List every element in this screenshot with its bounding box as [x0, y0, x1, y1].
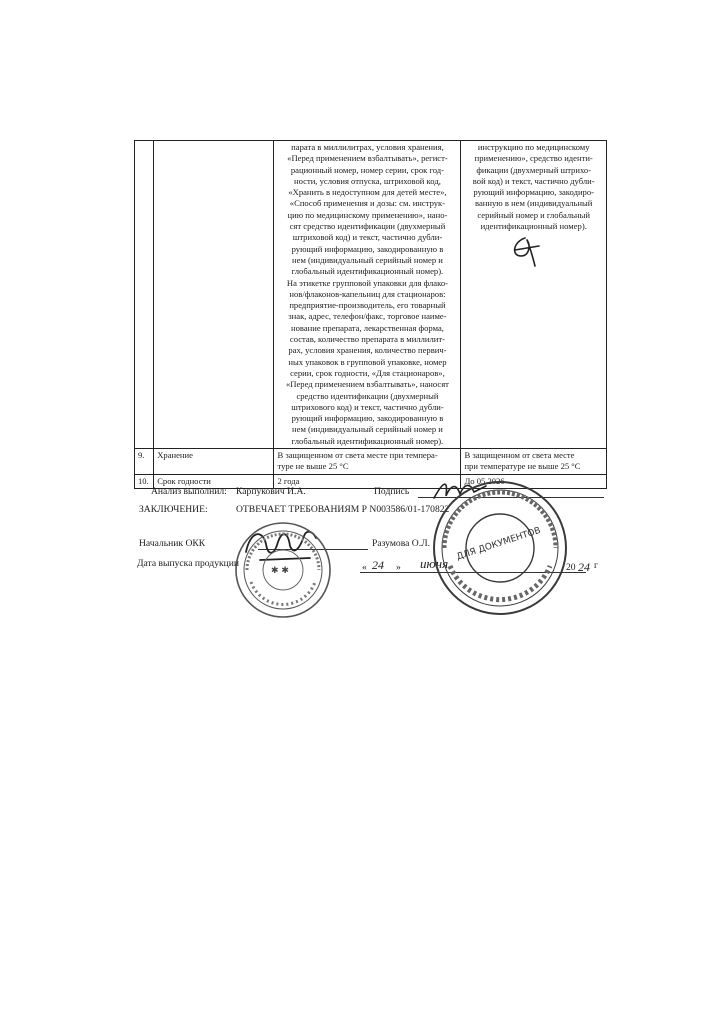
requirement-line: туре не выше 25 °С — [277, 461, 349, 472]
fact-line: идентификационный номер). — [480, 221, 587, 232]
row-name-cell — [154, 141, 274, 449]
requirement-line: «Хранить в недоступном для детей месте», — [288, 187, 447, 198]
requirement-line: рационный номер, номер серии, срок год- — [290, 164, 445, 175]
date-day: 24 — [372, 558, 384, 572]
round-stamp-right-icon — [430, 478, 570, 618]
requirement-line: В защищенном от света месте при темпера- — [277, 450, 438, 461]
date-year: 24 — [578, 560, 590, 574]
row-number: 9. — [135, 449, 154, 475]
date-year-prefix: 20 — [566, 562, 576, 573]
requirement-line: нем (индивидуальный серийный номер и — [292, 254, 443, 265]
requirement-line: рующий информацию, закодированную в — [291, 243, 444, 254]
row-name: Хранение — [154, 449, 274, 475]
requirement-line: знак, адрес, телефон/факс, торговое наиме- — [288, 311, 447, 322]
requirement-cell — [274, 449, 461, 475]
requirement-line: парата в миллилитрах, условия хранения, — [291, 142, 444, 152]
head-label: Начальник ОКК — [139, 538, 206, 549]
release-date-label: Дата выпуска продукции — [137, 558, 240, 569]
row-name: Срок годности — [154, 474, 274, 488]
head-name: Разумова О.Л. — [372, 538, 431, 549]
requirement-line: ности, условия отпуска, штриховой код, — [294, 175, 441, 186]
row-number-cell — [135, 141, 154, 449]
requirement-line: глобальный идентификационный номер). — [291, 435, 444, 446]
requirement-line: серии, срок годности, «Для стационаров», — [290, 367, 445, 378]
requirement-line: сят средство идентификации (двухмерный — [289, 221, 446, 232]
requirement-line: состав, количество препарата в миллилит- — [289, 334, 445, 345]
conclusion-label: ЗАКЛЮЧЕНИЕ: — [139, 504, 208, 515]
fact-line: рующий информацию, закодиро- — [473, 187, 595, 198]
requirement-line: На этикетке групповой упаковки для флако- — [286, 277, 448, 288]
specification-table — [134, 140, 607, 489]
fact-line: серийный номер и глобальный — [477, 209, 591, 220]
requirement-line: цию по медицинскому применению», нано- — [287, 209, 448, 220]
fact-line: инструкцию по медицинскому — [477, 142, 590, 152]
requirement-line: «Способ применения и дозы: см. инструк- — [289, 198, 446, 209]
date-close-quote: » — [396, 562, 401, 573]
fact-line: ванную в нем (индивидуальный — [475, 198, 593, 209]
requirement-line: штрихового код) и текст, частично дубли- — [291, 401, 444, 412]
conclusion-text: ОТВЕЧАЕТ ТРЕБОВАНИЯМ Р N003586/01-170822 — [236, 504, 450, 515]
table-row-continuation — [135, 141, 607, 449]
requirement-line: «Перед применением взбалтывать», регист- — [287, 153, 448, 164]
table-row-storage — [135, 449, 607, 475]
requirement-value: 2 года — [274, 474, 461, 488]
fact-line: В защищенном от света месте — [464, 450, 575, 461]
initials-mark-icon — [505, 232, 547, 268]
requirement-line: ных упаковок в групповой упаковке, номер — [288, 356, 447, 367]
requirement-line: рующий информацию, закодированную в — [291, 413, 444, 424]
analysis-label: Анализ выполнил: — [151, 486, 227, 497]
fact-line: применению», средство иденти- — [474, 153, 593, 164]
date-year-suffix: г — [594, 560, 598, 571]
fact-line: фикации (двухмерный штрихо- — [476, 164, 592, 175]
date-month: июня — [420, 556, 449, 571]
row-number: 10. — [135, 474, 154, 488]
fact-line: вой код) и текст, частично дубли- — [472, 175, 595, 186]
requirement-line: предприятие-производитель, его товарный — [289, 300, 446, 311]
requirement-line: глобальный идентификационный номер). — [291, 266, 444, 277]
fact-cell — [461, 449, 607, 475]
requirement-line: нов/флаконов-капельниц для стационаров: — [289, 288, 446, 299]
requirement-line: средство идентификации (двухмерный — [296, 390, 439, 401]
signature-label: Подпись — [374, 486, 410, 497]
round-stamp-left-icon — [233, 520, 333, 620]
requirement-cell — [274, 141, 461, 449]
requirement-line: нем (индивидуальный серийный номер и — [292, 424, 443, 435]
fact-cell — [461, 141, 607, 449]
date-open-quote: « — [362, 562, 367, 573]
stamp-inner-text: ДЛЯ ДОКУМЕНТОВ — [455, 525, 543, 563]
requirement-line: «Перед применением взбалтывать», наносят — [285, 379, 449, 390]
requirement-line: рах, условия хранения, количество первич- — [288, 345, 447, 356]
fact-line: при температуре не выше 25 °С — [464, 461, 581, 472]
requirement-line: нование препарата, лекарственная форма, — [290, 322, 444, 333]
requirement-line: штриховой код) и текст, частично дубли- — [292, 232, 443, 243]
analyst-name: Карпукович И.А. — [236, 486, 306, 497]
fact-value: До 05.2026 — [461, 474, 607, 488]
svg-text:✱ ✱: ✱ ✱ — [271, 566, 289, 576]
